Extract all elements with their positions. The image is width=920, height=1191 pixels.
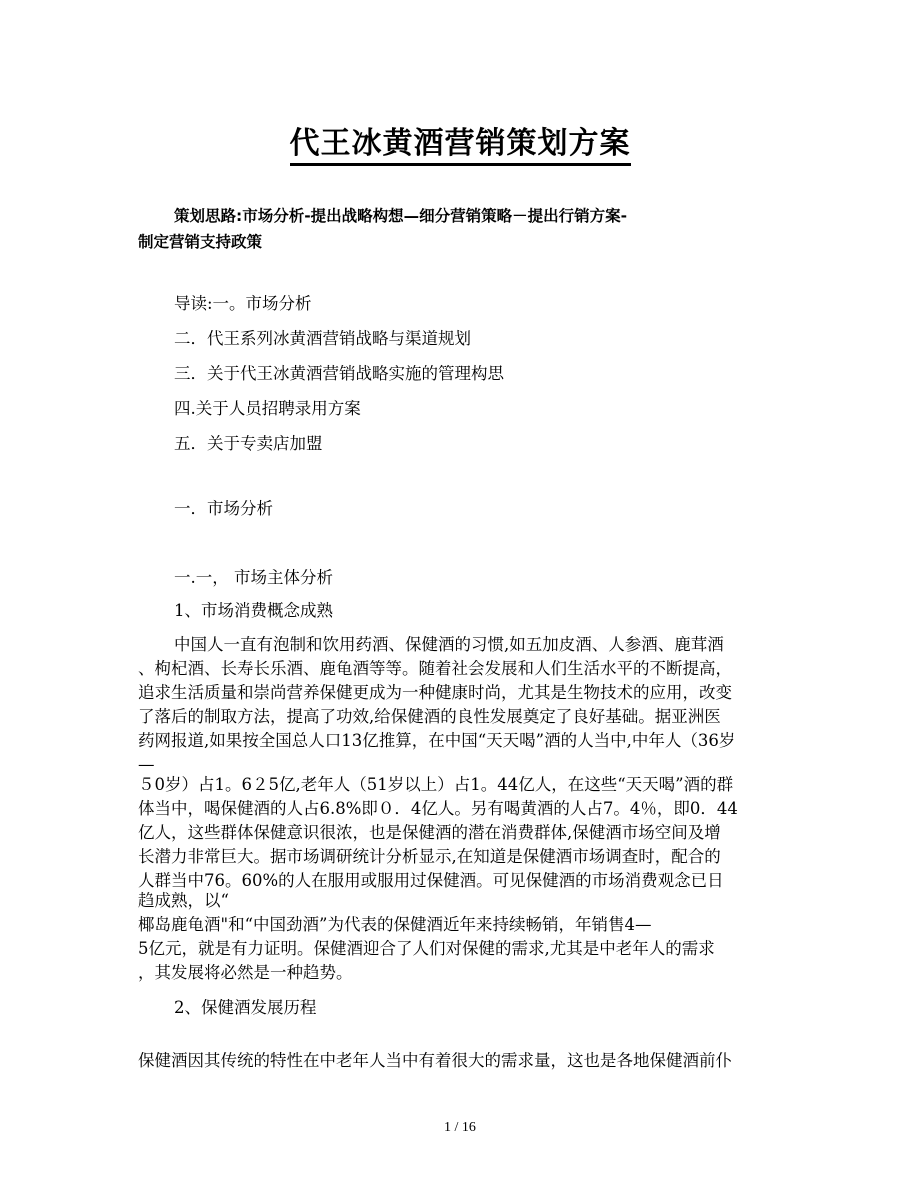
- subsection-item: 1、市场消费概念成熟: [174, 601, 333, 620]
- paragraph-line: 保健酒因其传统的特性在中老年人当中有着很大的需求量，这也是各地保健酒前仆: [138, 1051, 732, 1070]
- paragraph-line: ，其发展将必然是一种趋势。: [138, 963, 353, 982]
- guide-item: 四.关于人员招聘录用方案: [174, 399, 361, 418]
- paragraph-line: 了落后的制取方法，提高了功效,给保健酒的良性发展奠定了良好基础。据亚洲医: [138, 707, 721, 726]
- paragraph-line: 长潜力非常巨大。据市场调研统计分析显示,在知道是保健酒市场调查时，配合的: [138, 847, 721, 866]
- guide-item: 二．代王系列冰黄酒营销战略与渠道规划: [174, 329, 471, 348]
- paragraph-line: 5亿元，就是有力证明。保健酒迎合了人们对保健的需求,尤其是中老年人的需求: [138, 939, 715, 958]
- subsection-item: 2、保健酒发展历程: [174, 998, 317, 1017]
- page-number: 1 / 16: [444, 1120, 476, 1135]
- paragraph-line: —: [138, 755, 155, 774]
- paragraph-line: 体当中，喝保健酒的人占6.8%即０．4亿人。另有喝黄酒的人占7。4％，即0．44: [138, 799, 738, 818]
- subsection-heading: 一.一， 市场主体分析: [174, 568, 333, 587]
- document-title: [0, 118, 920, 162]
- strategy-line-1: 策划思路:市场分析-提出战略构想—细分营销策略－提出行销方案-: [174, 207, 628, 225]
- paragraph-line: 人群当中76。60%的人在服用或服用过保健酒。可见保健酒的市场消费观念已日: [138, 871, 724, 890]
- paragraph-line: 椰岛鹿龟酒"和“中国劲酒”为代表的保健酒近年来持续畅销，年销售4—: [138, 915, 652, 934]
- strategy-line-2: 制定营销支持政策: [138, 233, 263, 251]
- paragraph-line: ５0岁）占1。6２5亿,老年人（51岁以上）占1。44亿人，在这些“天天喝”酒的群: [138, 775, 734, 794]
- paragraph-line: 、枸杞酒、长寿长乐酒、鹿龟酒等等。随着社会发展和人们生活水平的不断提高，: [138, 659, 732, 678]
- paragraph-line: 中国人一直有泡制和饮用药酒、保健酒的习惯,如五加皮酒、人参酒、鹿茸酒: [174, 635, 724, 654]
- guide-item: 三．关于代王冰黄酒营销战略实施的管理构思: [174, 364, 504, 383]
- guide-item: 导读:一。市场分析: [174, 294, 312, 313]
- section-heading: 一．市场分析: [174, 499, 273, 518]
- paragraph-line: 药网报道,如果按全国总人口13亿推算，在中国“天天喝”酒的人当中,中年人（36岁: [138, 731, 736, 750]
- paragraph-line: 亿人，这些群体保健意识很浓，也是保健酒的潜在消费群体,保健酒市场空间及增: [138, 823, 721, 842]
- document-title-text: 代王冰黄酒营销策划方案: [290, 126, 631, 166]
- paragraph-line: 趋成熟，以“: [138, 891, 229, 910]
- guide-item: 五．关于专卖店加盟: [174, 434, 323, 453]
- paragraph-line: 追求生活质量和崇尚营养保健更成为一种健康时尚，尤其是生物技术的应用，改变: [138, 683, 732, 702]
